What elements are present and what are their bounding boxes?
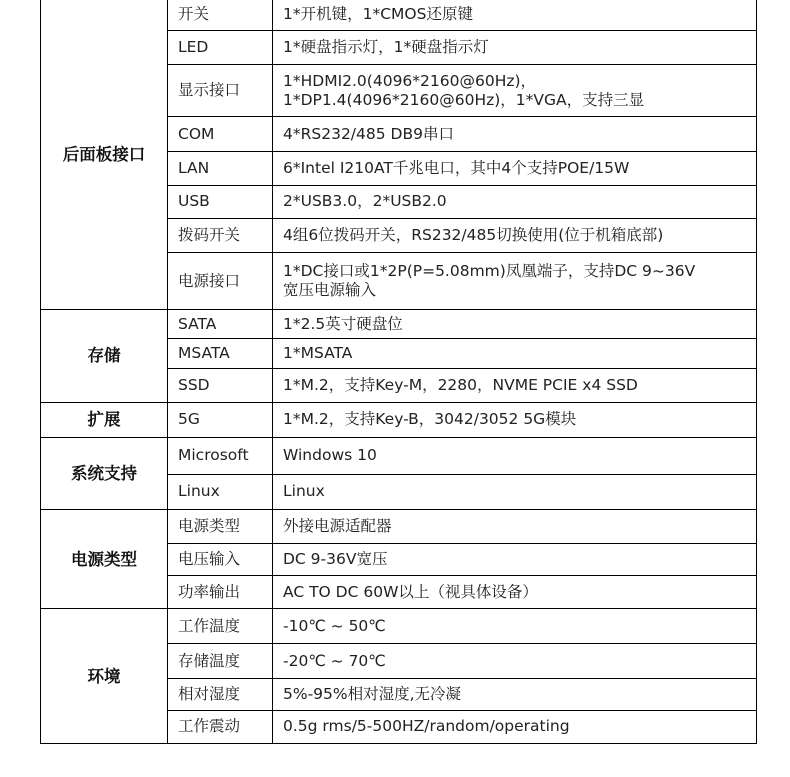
spec-value: Windows 10 xyxy=(273,437,757,474)
spec-value: 2*USB3.0，2*USB2.0 xyxy=(273,185,757,218)
spec-label: COM xyxy=(168,117,273,151)
table-row xyxy=(41,0,757,31)
spec-value: 1*硬盘指示灯，1*硬盘指示灯 xyxy=(273,31,757,65)
spec-table-body xyxy=(41,0,757,744)
spec-value: 1*M.2，支持Key-B，3042/3052 5G模块 xyxy=(273,402,757,437)
category-cell: 后面板接口 xyxy=(41,0,168,310)
spec-value: -10℃ ~ 50℃ xyxy=(273,609,757,644)
spec-label: 工作震动 xyxy=(168,710,273,743)
spec-label: 电压输入 xyxy=(168,544,273,576)
spec-value: 4*RS232/485 DB9串口 xyxy=(273,117,757,151)
spec-value: 1*M.2，支持Key-M，2280，NVME PCIE x4 SSD xyxy=(273,369,757,402)
category-cell: 存储 xyxy=(41,310,168,402)
table-row xyxy=(41,310,757,339)
spec-value: 1*MSATA xyxy=(273,339,757,369)
spec-label: SATA xyxy=(168,310,273,339)
spec-label: SSD xyxy=(168,369,273,402)
spec-value: 1*2.5英寸硬盘位 xyxy=(273,310,757,339)
category-cell: 扩展 xyxy=(41,402,168,437)
category-cell: 环境 xyxy=(41,609,168,744)
spec-value: -20℃ ~ 70℃ xyxy=(273,644,757,678)
spec-label: Linux xyxy=(168,474,273,509)
spec-label: 相对湿度 xyxy=(168,678,273,710)
spec-label: Microsoft xyxy=(168,437,273,474)
category-cell: 系统支持 xyxy=(41,437,168,509)
spec-label: 开关 xyxy=(168,0,273,31)
spec-label: 工作温度 xyxy=(168,609,273,644)
spec-label: USB xyxy=(168,185,273,218)
spec-label: 5G xyxy=(168,402,273,437)
spec-value: 1*DC接口或1*2P(P=5.08mm)凤凰端子，支持DC 9~36V 宽压电源输入 xyxy=(273,252,757,309)
spec-label: 拨码开关 xyxy=(168,218,273,252)
spec-value: Linux xyxy=(273,474,757,509)
spec-label: 电源类型 xyxy=(168,509,273,543)
spec-label: 电源接口 xyxy=(168,252,273,309)
spec-label: LAN xyxy=(168,151,273,185)
spec-table xyxy=(40,0,757,744)
spec-value: 1*开机键，1*CMOS还原键 xyxy=(273,0,757,31)
spec-label: 显示接口 xyxy=(168,65,273,117)
spec-value: 5%-95%相对湿度,无冷凝 xyxy=(273,678,757,710)
spec-value: 外接电源适配器 xyxy=(273,509,757,543)
table-row xyxy=(41,509,757,543)
table-row xyxy=(41,437,757,474)
category-cell: 电源类型 xyxy=(41,509,168,608)
spec-value: 4组6位拨码开关，RS232/485切换使用(位于机箱底部) xyxy=(273,218,757,252)
spec-value: 6*Intel I210AT千兆电口，其中4个支持POE/15W xyxy=(273,151,757,185)
spec-value: 1*HDMI2.0(4096*2160@60Hz)， 1*DP1.4(4096*2160@60Hz)，1*VGA，支持三显 xyxy=(273,65,757,117)
table-row xyxy=(41,402,757,437)
table-row xyxy=(41,609,757,644)
spec-label: MSATA xyxy=(168,339,273,369)
spec-value: AC TO DC 60W以上（视具体设备） xyxy=(273,576,757,609)
spec-label: 存储温度 xyxy=(168,644,273,678)
spec-label: 功率输出 xyxy=(168,576,273,609)
spec-label: LED xyxy=(168,31,273,65)
spec-value: DC 9-36V宽压 xyxy=(273,544,757,576)
spec-value: 0.5g rms/5-500HZ/random/operating xyxy=(273,710,757,743)
